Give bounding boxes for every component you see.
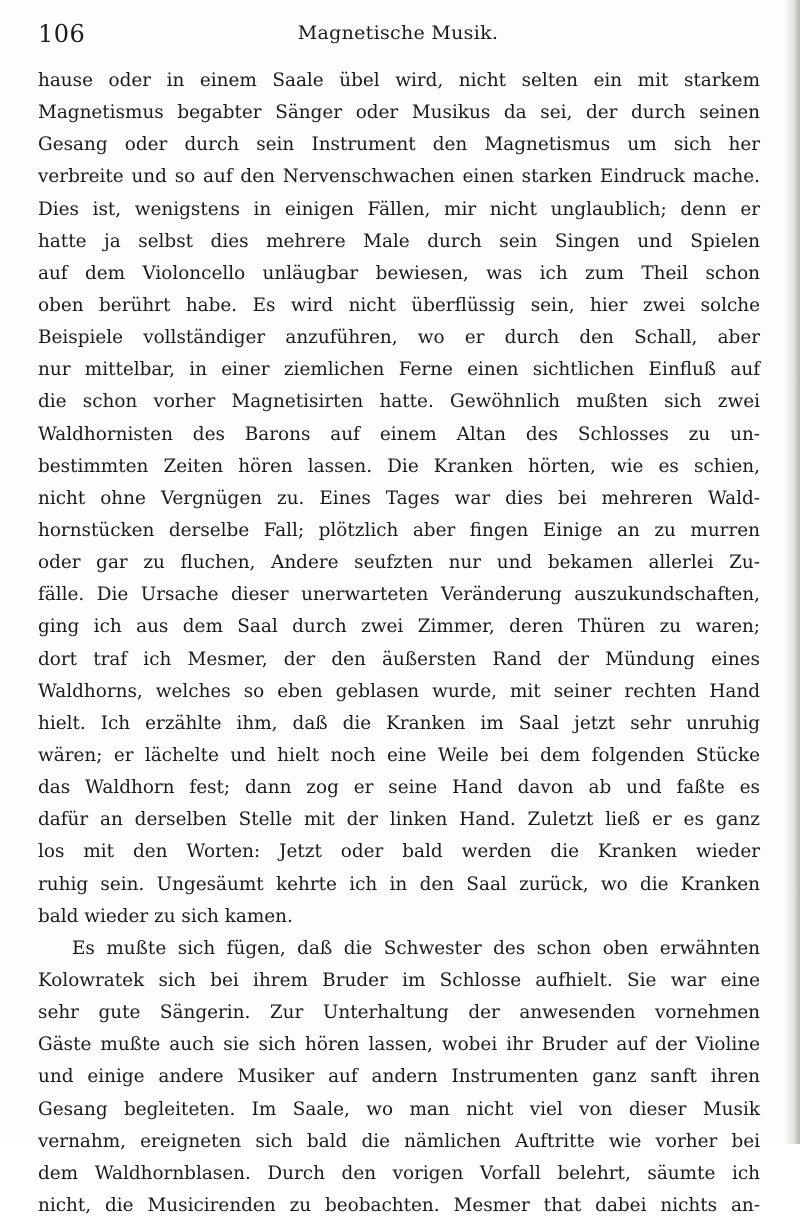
text-line: die schon vorher Magnetisirten hatte. Gewöhnlich mußten sich zwei: [38, 391, 760, 413]
text-line: Kolowratek sich bei ihrem Bruder im Schlosse aufhielt. Sie war eine: [38, 969, 760, 991]
paragraph-start-line: Es mußte sich fügen, daß die Schwester des schon oben erwähnten: [72, 937, 760, 959]
text-line: vernahm, ereigneten sich bald die nämlichen Auftritte wie vorher bei: [38, 1130, 760, 1152]
running-title: Magnetische Musik.: [297, 22, 499, 44]
text-line: oder gar zu fluchen, Andere seufzten nur und bekamen allerlei Zu-: [38, 552, 760, 574]
text-line: auf dem Violoncello unläugbar bewiesen, was ich zum Theil schon: [38, 262, 760, 284]
text-line: ging ich aus dem Saal durch zwei Zimmer, deren Thüren zu waren;: [38, 616, 760, 638]
text-line: nur mittelbar, in einer ziemlichen Ferne einen sichtlichen Einfluß auf: [38, 359, 760, 381]
text-line: dafür an derselben Stelle mit der linken Hand. Zuletzt ließ er es ganz: [38, 809, 760, 831]
text-line: nicht, die Musicirenden zu beobachten. Mesmer that dabei nichts an-: [38, 1194, 760, 1216]
text-line: Waldhorns, welches so eben geblasen wurde, mit seiner rechten Hand: [38, 680, 760, 702]
text-line: hause oder in einem Saale übel wird, nicht selten ein mit starkem: [38, 70, 760, 91]
text-line: oben berührt habe. Es wird nicht überflüssig sein, hier zwei solche: [38, 294, 760, 316]
paragraph-end-line: bald wieder zu sich kamen.: [38, 905, 293, 927]
text-line: Magnetismus begabter Sänger oder Musikus da sei, der durch seinen: [38, 102, 760, 124]
text-line: hielt. Ich erzählte ihm, daß die Kranken im Saal jetzt sehr unruhig: [38, 712, 760, 734]
text-line: dem Waldhornblasen. Durch den vorigen Vorfall belehrt, säumte ich: [38, 1162, 760, 1184]
text-line: das Waldhorn fest; dann zog er seine Hand davon ab und faßte es: [38, 777, 760, 799]
text-line: dort traf ich Mesmer, der den äußersten Rand der Mündung eines: [38, 648, 760, 670]
text-line: Gesang oder durch sein Instrument den Magnetismus um sich her: [38, 134, 760, 156]
page-header: [38, 18, 758, 52]
text-line: ruhig sein. Ungesäumt kehrte ich in den Saal zurück, wo die Kranken: [38, 873, 760, 895]
text-line: Gesang begleiteten. Im Saale, wo man nicht viel von dieser Musik: [38, 1098, 760, 1120]
text-line: hatte ja selbst dies mehrere Male durch sein Singen und Spielen: [38, 230, 760, 252]
text-line: nicht ohne Vergnügen zu. Eines Tages war dies bei mehreren Wald-: [38, 487, 760, 509]
text-line: verbreite und so auf den Nervenschwachen einen starken Eindruck mache.: [38, 166, 760, 188]
page-edge-shadow: [784, 0, 800, 1144]
text-line: Dies ist, wenigstens in einigen Fällen, mir nicht unglaublich; denn er: [38, 198, 760, 220]
text-line: fälle. Die Ursache dieser unerwarteten Veränderung auszukundschaften,: [38, 584, 760, 606]
text-line: hornstücken derselbe Fall; plötzlich aber fingen Einige an zu murren: [38, 519, 760, 541]
body-text: [38, 65, 760, 1222]
text-line: und einige andere Musiker auf andern Instrumenten ganz sanft ihren: [38, 1066, 760, 1088]
text-line: sehr gute Sängerin. Zur Unterhaltung der anwesenden vornehmen: [38, 1002, 760, 1024]
text-line: Waldhornisten des Barons auf einem Altan des Schlosses zu un-: [38, 423, 760, 445]
text-line: wären; er lächelte und hielt noch eine Weile bei dem folgenden Stücke: [38, 744, 760, 766]
text-line: Beispiele vollständiger anzuführen, wo er durch den Schall, aber: [38, 327, 760, 349]
text-line: bestimmten Zeiten hören lassen. Die Kranken hörten, wie es schien,: [38, 455, 760, 477]
text-line: los mit den Worten: Jetzt oder bald werden die Kranken wieder: [38, 841, 760, 863]
text-line: Gäste mußte auch sie sich hören lassen, wobei ihr Bruder auf der Violine: [38, 1034, 760, 1056]
page-number: 106: [38, 20, 86, 48]
